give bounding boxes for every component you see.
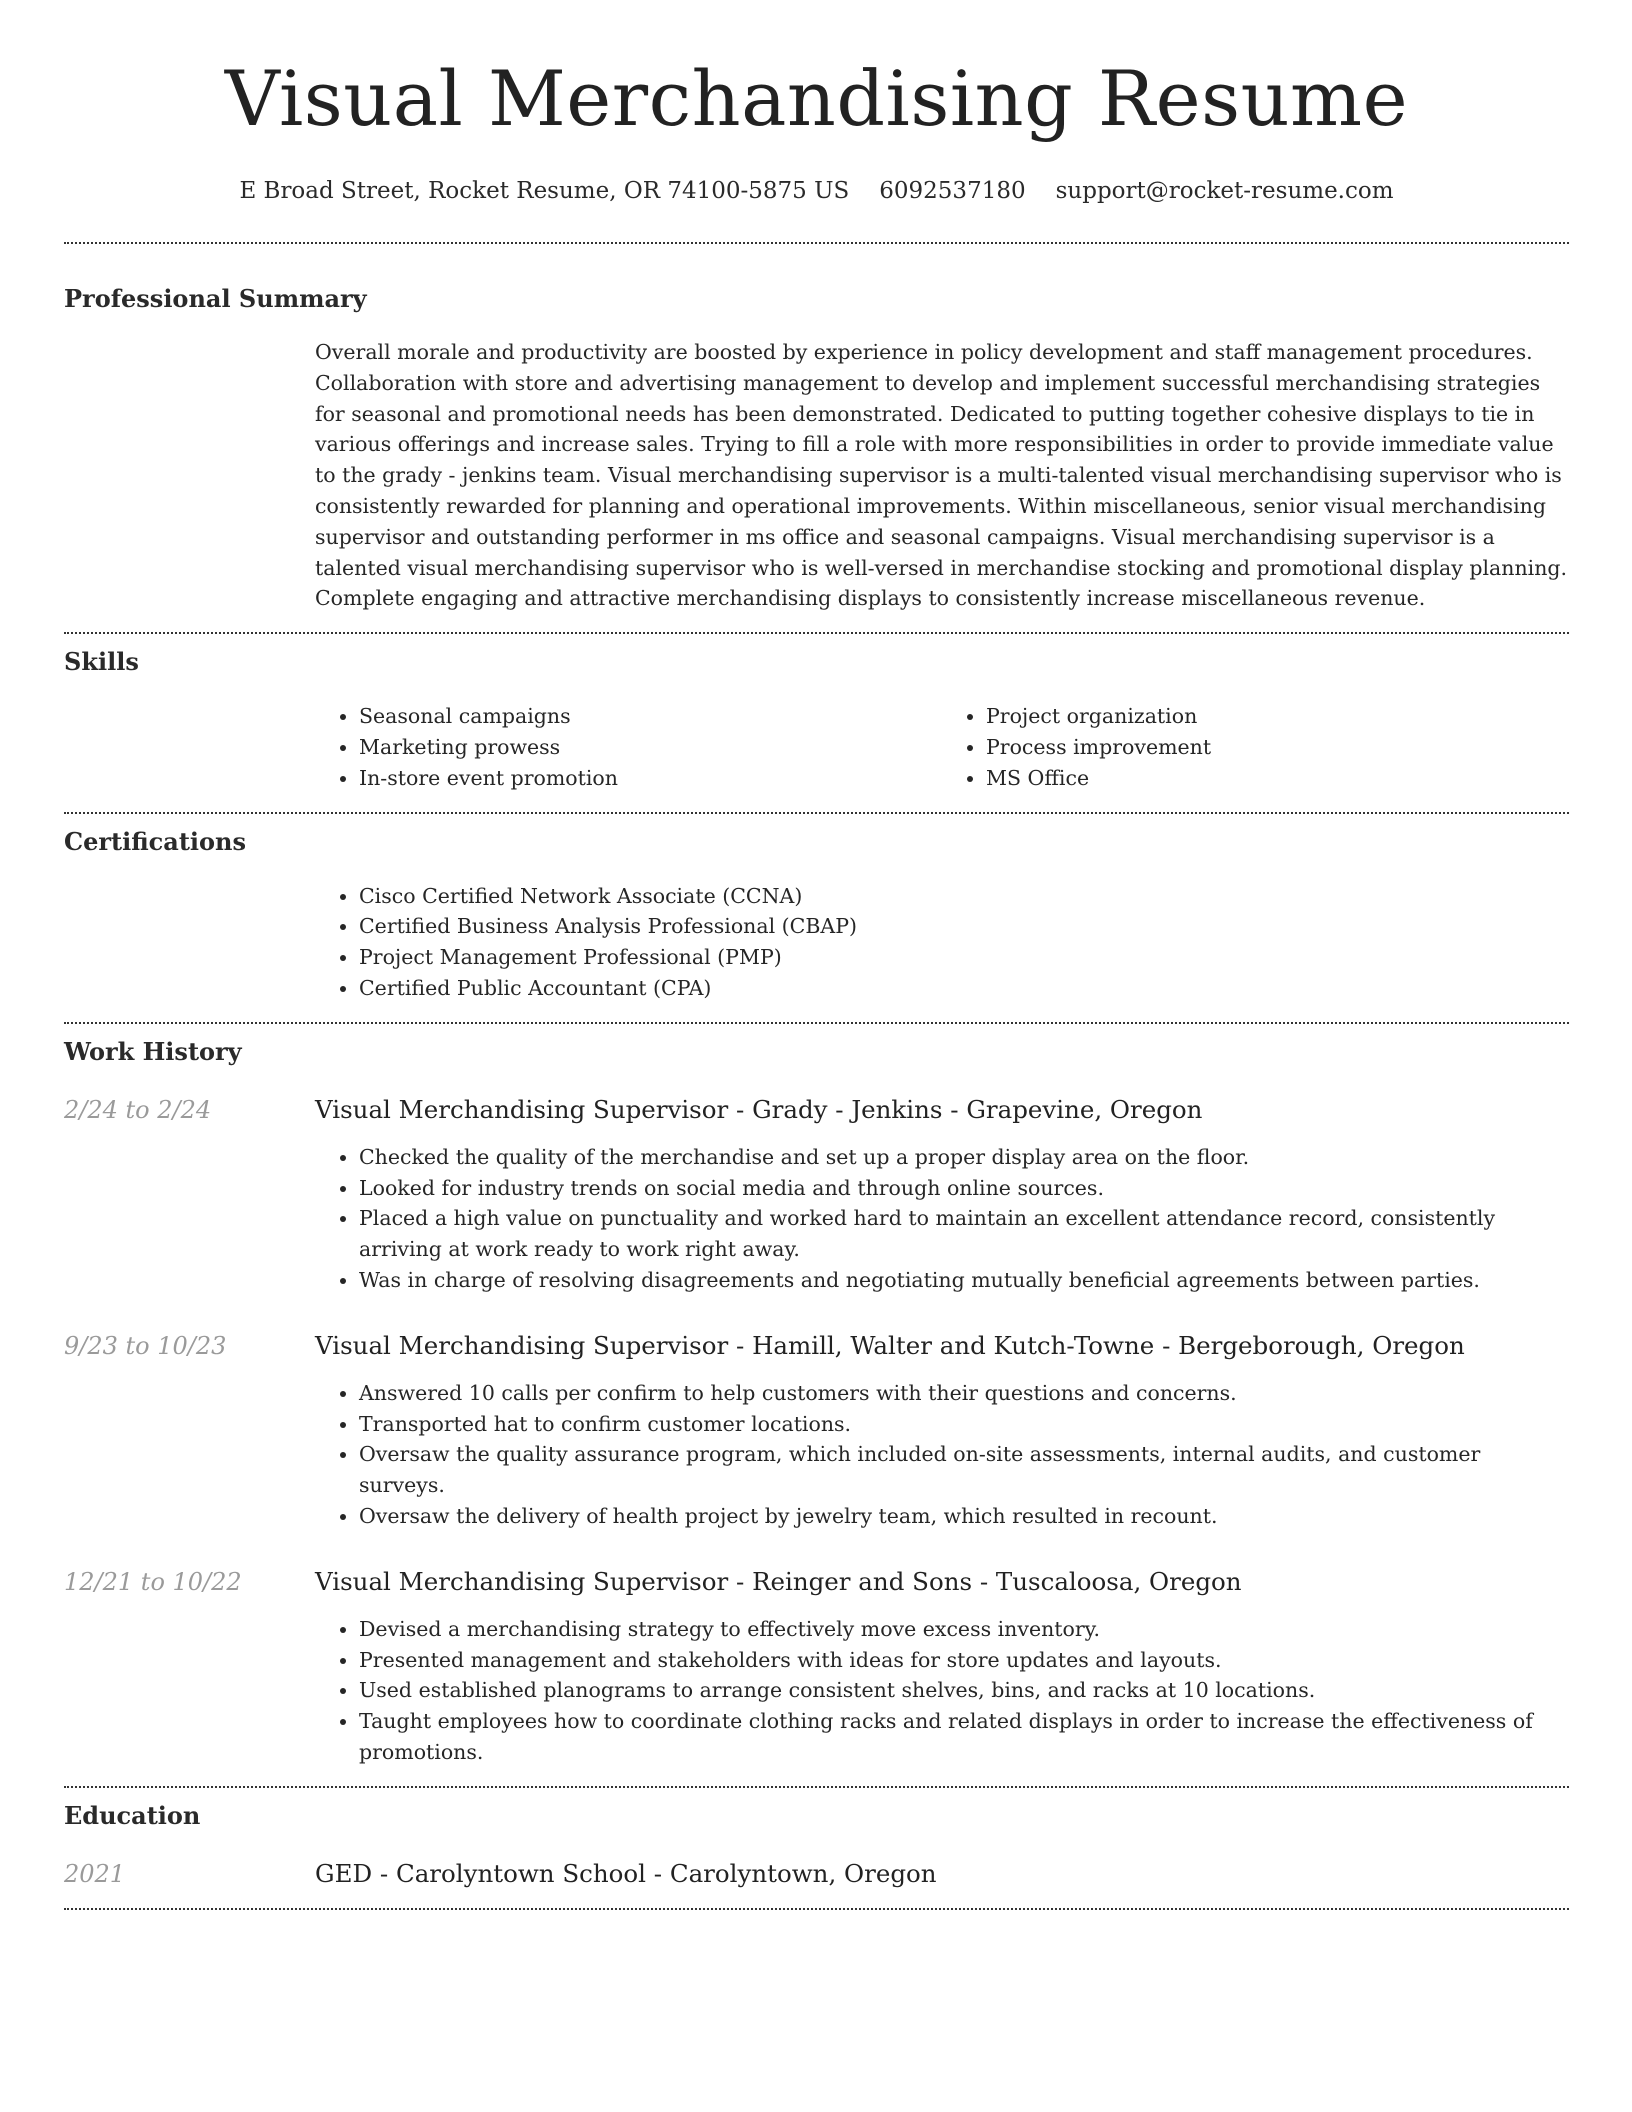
job-bullet: • Oversaw the delivery of health project by jewelry team, which resulted in recount. bbox=[359, 1501, 1569, 1532]
certification-item: • Certified Business Analysis Professional (CBAP) bbox=[359, 911, 1569, 942]
job-bullet: • Transported hat to confirm customer locations. bbox=[359, 1409, 1569, 1440]
job-bullet: • Presented management and stakeholders with ideas for store updates and layouts. bbox=[359, 1645, 1569, 1676]
section-heading-skills: Skills bbox=[64, 647, 139, 677]
skills-column-right bbox=[942, 701, 1569, 793]
section-heading-certifications: Certifications bbox=[64, 826, 247, 856]
resume-title: Visual Merchandising Resume bbox=[224, 54, 1409, 143]
job-title: Visual Merchandising Supervisor - Hamill, Walter and Kutch-Towne - Bergeborough, Oregon bbox=[315, 1330, 1465, 1360]
skill-item: • Process improvement bbox=[986, 732, 1569, 763]
divider bbox=[64, 242, 1569, 244]
section-heading-education: Education bbox=[64, 1800, 201, 1830]
divider bbox=[64, 1908, 1569, 1910]
job-date: 2/24 to 2/24 bbox=[64, 1095, 212, 1124]
contact-address: E Broad Street, Rocket Resume, OR 74100-5875 US bbox=[239, 178, 850, 204]
job-title: Visual Merchandising Supervisor - Reinger and Sons - Tuscaloosa, Oregon bbox=[315, 1566, 1242, 1596]
contact-phone: 6092537180 bbox=[879, 178, 1026, 204]
job-bullet: • Checked the quality of the merchandise and set up a proper display area on the floor. bbox=[359, 1142, 1569, 1173]
job-title: Visual Merchandising Supervisor - Grady - Jenkins - Grapevine, Oregon bbox=[315, 1094, 1203, 1124]
education-date: 2021 bbox=[64, 1859, 126, 1888]
job-bullets bbox=[315, 1142, 1569, 1296]
job-bullet: • Answered 10 calls per confirm to help customers with their questions and concerns. bbox=[359, 1378, 1569, 1409]
education-entry bbox=[64, 1858, 1569, 1890]
divider bbox=[64, 812, 1569, 814]
education-title: GED - Carolyntown School - Carolyntown, Oregon bbox=[315, 1858, 937, 1888]
job-bullets bbox=[315, 1378, 1569, 1532]
skill-item: • Project organization bbox=[986, 701, 1569, 732]
job-bullet: • Oversaw the quality assurance program, which included on-site assessments, internal audits, and customer surveys. bbox=[359, 1439, 1569, 1501]
job-bullet: • Was in charge of resolving disagreements and negotiating mutually beneficial agreements between parties. bbox=[359, 1265, 1569, 1296]
contact-line bbox=[64, 176, 1569, 206]
certification-item: • Project Management Professional (PMP) bbox=[359, 942, 1569, 973]
job-bullet: • Used established planograms to arrange consistent shelves, bins, and racks at 10 locations. bbox=[359, 1675, 1569, 1706]
resume-page bbox=[64, 0, 1569, 1910]
job-entry bbox=[64, 1094, 1569, 1126]
divider bbox=[64, 632, 1569, 634]
contact-email: support@rocket-resume.com bbox=[1055, 178, 1394, 204]
summary-text: Overall morale and productivity are boosted by experience in policy development and staff management procedures. Collaboration with store and advertising management to develop and implement successful merchandising strategies for seasonal and promotional needs has been demonstrated. Dedicated to putting together cohesive displays to tie in various offerings and increase sales. Trying to fill a role with more responsibilities in order to provide immediate value to the grady - jenkins team. Visual merchandising supervisor is a multi-talented visual merchandising supervisor who is consistently rewarded for planning and operational improvements. Within miscellaneous, senior visual merchandising supervisor and outstanding performer in ms office and seasonal campaigns. Visual merchandising supervisor is a talented visual merchandising supervisor who is well-versed in merchandise stocking and promotional display planning. Complete engaging and attractive merchandising displays to consistently increase miscellaneous revenue. bbox=[315, 340, 1568, 611]
certification-item: • Cisco Certified Network Associate (CCNA) bbox=[359, 881, 1569, 912]
skill-item: • Marketing prowess bbox=[359, 732, 942, 763]
certification-item: • Certified Public Accountant (CPA) bbox=[359, 973, 1569, 1004]
skill-item: • MS Office bbox=[986, 763, 1569, 794]
skills-list bbox=[315, 701, 1569, 793]
divider bbox=[64, 1022, 1569, 1024]
job-bullet: • Taught employees how to coordinate clothing racks and related displays in order to increase the effectiveness of promotions. bbox=[359, 1706, 1569, 1768]
section-heading-work-history: Work History bbox=[64, 1036, 242, 1066]
certifications-list bbox=[315, 881, 1569, 1004]
job-bullet: • Placed a high value on punctuality and worked hard to maintain an excellent attendance record, consistently arriving at work ready to work right away. bbox=[359, 1203, 1569, 1265]
section-heading-summary: Professional Summary bbox=[64, 284, 367, 313]
job-bullets bbox=[315, 1614, 1569, 1768]
skills-column-left bbox=[315, 701, 942, 793]
job-bullet: • Looked for industry trends on social media and through online sources. bbox=[359, 1173, 1569, 1204]
skill-item: • Seasonal campaigns bbox=[359, 701, 942, 732]
skill-item: • In-store event promotion bbox=[359, 763, 942, 794]
job-entry bbox=[64, 1330, 1569, 1362]
job-date: 9/23 to 10/23 bbox=[64, 1331, 227, 1360]
job-entry bbox=[64, 1566, 1569, 1598]
divider bbox=[64, 1786, 1569, 1788]
job-date: 12/21 to 10/22 bbox=[64, 1567, 242, 1596]
job-bullet: • Devised a merchandising strategy to effectively move excess inventory. bbox=[359, 1614, 1569, 1645]
